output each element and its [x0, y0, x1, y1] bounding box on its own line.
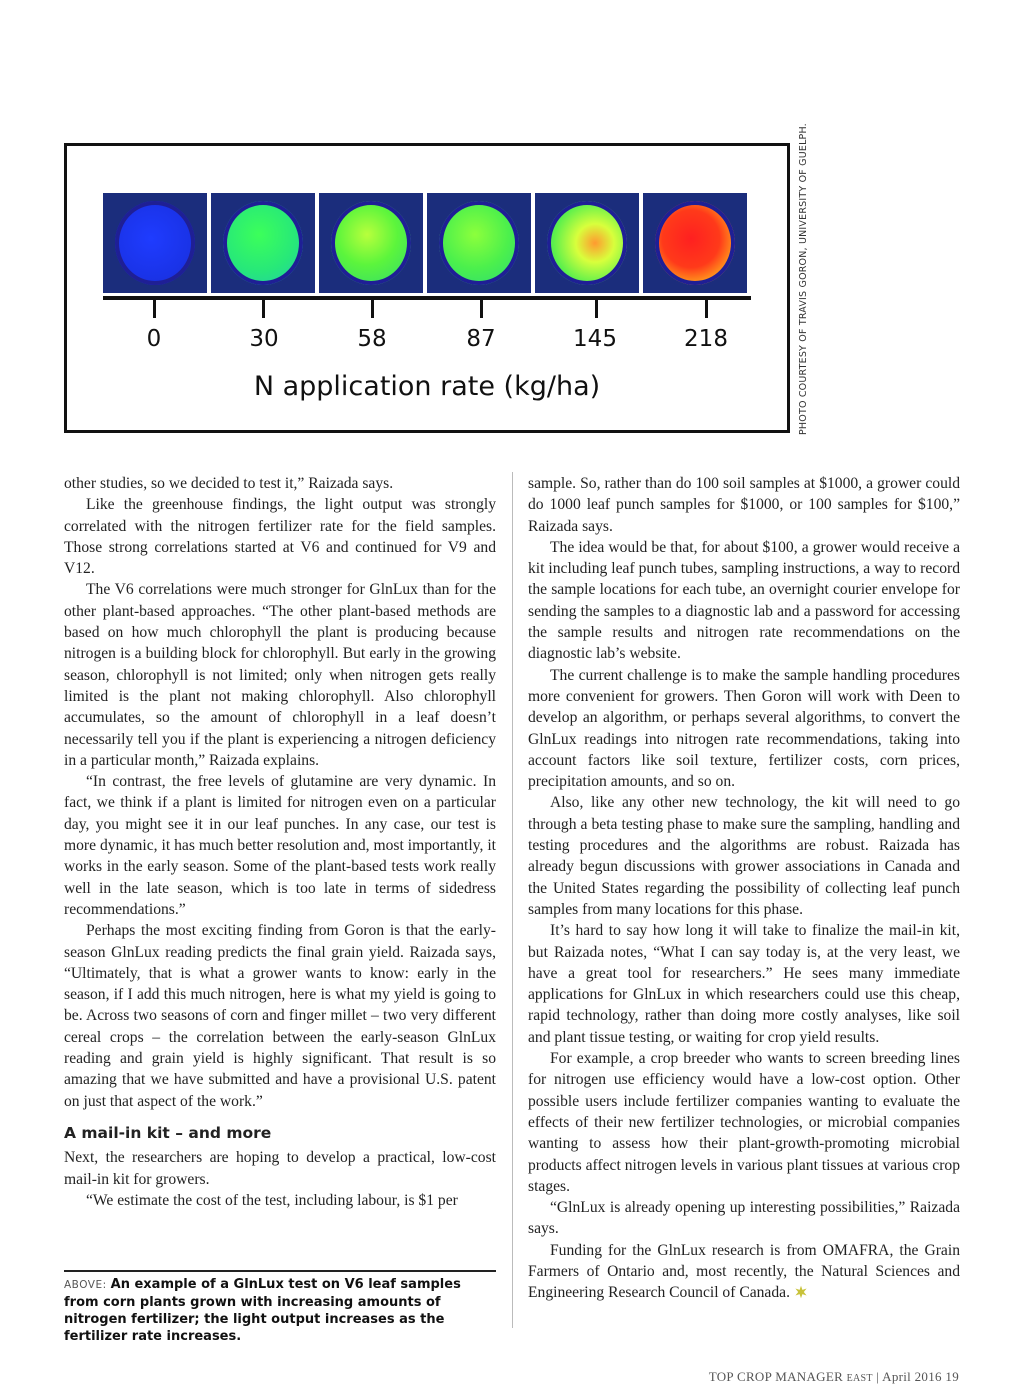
sample-well	[319, 193, 423, 293]
magazine-edition: EAST	[846, 1373, 873, 1384]
paragraph-text: Funding for the GlnLux research is from OMAFRA, the Grain Farmers of Ontario and, most recently, the Natural Sciences and Engineering Research Council of Canada.	[528, 1241, 960, 1302]
axis-tick	[262, 300, 265, 318]
sample-well	[643, 193, 747, 293]
paragraph: Also, like any other new technology, the kit will need to go through a beta testing phase to make sure the sampling, handling and testing procedures and the algorithms are robust. Raizada has already begun discussions with grower associations in Canada and the United States regarding the possibility of collecting leaf punch samples from many locations for this phase.	[528, 794, 960, 918]
paragraph: other studies, so we decided to test it,” Raizada says.	[64, 475, 394, 492]
footer-separator: |	[876, 1369, 880, 1384]
paragraph: Perhaps the most exciting finding from Goron is that the early-season GlnLux reading predicts the final grain yield. Raizada says, “Ultimately, that is what a grower wants to know: early in the season, if I add this much nitrogen, here is what my yield is going to be. Across two seasons of corn and finger millet – two very different cereal crops – the correlation between the early-season GlnLux reading and grain yield is highly significant. That result is so amazing that we have submitted and have a provisional U.S. patent on just that aspect of the work.”	[64, 922, 496, 1110]
article-column-right	[528, 473, 960, 1304]
sample-disc	[223, 201, 303, 285]
caption-text: An example of a GlnLux test on V6 leaf samples from corn plants grown with increasing amounts of nitrogen fertilizer; the light output increases as the fertilizer rate increases.	[64, 1277, 461, 1344]
paragraph: Like the greenhouse findings, the light output was strongly correlated with the nitrogen fertilizer rate for the field samples. Those strong correlations started at V6 and continued for V9 and V12.	[64, 496, 496, 578]
sample-disc	[331, 201, 411, 285]
paragraph: “We estimate the cost of the test, including labour, is $1 per	[86, 1191, 458, 1209]
paragraph: “GlnLux is already opening up interesting possibilities,” Raizada says.	[528, 1199, 960, 1238]
axis-title: N application rate (kg/ha)	[253, 371, 601, 402]
axis-tick	[371, 300, 374, 318]
axis-tick	[595, 300, 598, 318]
paragraph: For example, a crop breeder who wants to screen breeding lines for nitrogen use efficiency would have a low-cost option. Other possible users include fertilizer companies wanting to evaluate the effects of their new fertilizer technologies, or microbial companies wanting to assess how their plant-growth-promoting microbial products affect nitrogen levels in various plant tissues at various crop stages.	[528, 1050, 960, 1195]
paragraph: “In contrast, the free levels of glutamine are very dynamic. In fact, we think if a plant is limited for nitrogen even on a particular day, you might see it in our leaf punches. In any case, our test is more dynamic, it has much better resolution and, most importantly, it works in the early season. Some of the plant-based tests work really well in the late season, which is too late in terms of sidedress recommendations.”	[64, 773, 496, 918]
tick-label: 58	[357, 326, 387, 352]
axis-tick	[480, 300, 483, 318]
axis-tick	[705, 300, 708, 318]
magazine-name: TOP CROP MANAGER	[708, 1369, 844, 1384]
sample-wells	[103, 193, 751, 293]
sample-disc	[115, 201, 195, 285]
sample-disc	[439, 201, 519, 285]
page-number: 19	[945, 1369, 959, 1384]
paragraph: It’s hard to say how long it will take to finalize the mail-in kit, but Raizada notes, “What I can say today is, at the very least, we have a great tool for researchers.” He sees many immediate applications for GlnLux in which researchers could use this cheap, rapid technology, rather than doing more costly analyses, like soil and plant tissue testing, or waiting for crop yield results.	[528, 922, 960, 1046]
paragraph: Next, the researchers are hoping to develop a practical, low-cost mail-in kit for growers.	[64, 1149, 496, 1188]
axis-tick	[153, 300, 156, 318]
column-divider	[512, 472, 513, 1328]
issue-date: April 2016	[882, 1369, 942, 1384]
photo-credit: PHOTO COURTESY OF TRAVIS GORON, UNIVERSITY OF GUELPH.	[798, 123, 809, 435]
sample-well	[427, 193, 531, 293]
leaf-end-icon	[794, 1285, 808, 1299]
page-footer	[709, 1369, 959, 1385]
tick-label: 30	[249, 326, 279, 352]
sample-well	[103, 193, 207, 293]
article-column-left	[64, 473, 496, 1211]
paragraph: sample. So, rather than do 100 soil samples at $1000, a grower could do 1000 leaf punch samples for $1000, or 100 samples for $100,” Raizada says.	[528, 475, 960, 535]
tick-label: 145	[573, 326, 617, 352]
sample-disc	[655, 201, 735, 285]
sample-well	[211, 193, 315, 293]
section-heading: A mail-in kit – and more	[64, 1123, 272, 1142]
paragraph: The current challenge is to make the sample handling procedures more convenient for growers. Then Goron will work with Deen to develop an algorithm, or perhaps several algorithms, to convert the GlnLux readings into nitrogen rate recommendations, taking into account factors like soil texture, fertilizer costs, corn prices, precipitation amounts, and so on.	[528, 666, 960, 791]
paragraph: The V6 correlations were much stronger for GlnLux than for the other plant-based approaches. “The other plant-based methods are based on how much chlorophyll the plant is producing because nitrogen is a building block for chlorophyll. But early in the growing season, chlorophyll is not limited; only when nitrogen gets really limited is the plant not making chlorophyll. Also chlorophyll accumulates, so the amount of chlorophyll in a leaf doesn’t necessarily tell you if the plant is experiencing a nitrogen deficiency in a particular month,” Raizada explains.	[64, 581, 496, 769]
tick-label: 218	[684, 326, 728, 352]
caption-label: ABOVE:	[64, 1279, 107, 1291]
tick-label: 87	[466, 326, 496, 352]
paragraph: The idea would be that, for about $100, a grower would receive a kit including leaf punch tubes, sampling instructions, a way to record the sample locations for each tube, an overnight courier envelope for sending the samples to a diagnostic lab and a password for accessing the sample results and nitrogen rate recommendations on the diagnostic lab’s website.	[528, 538, 960, 663]
figure-caption	[64, 1270, 496, 1345]
figure-glnlux-test	[64, 143, 790, 433]
axis-line	[103, 296, 751, 300]
tick-label: 0	[146, 326, 162, 352]
sample-disc	[547, 201, 627, 285]
sample-well	[535, 193, 639, 293]
paragraph-final	[528, 1240, 960, 1304]
